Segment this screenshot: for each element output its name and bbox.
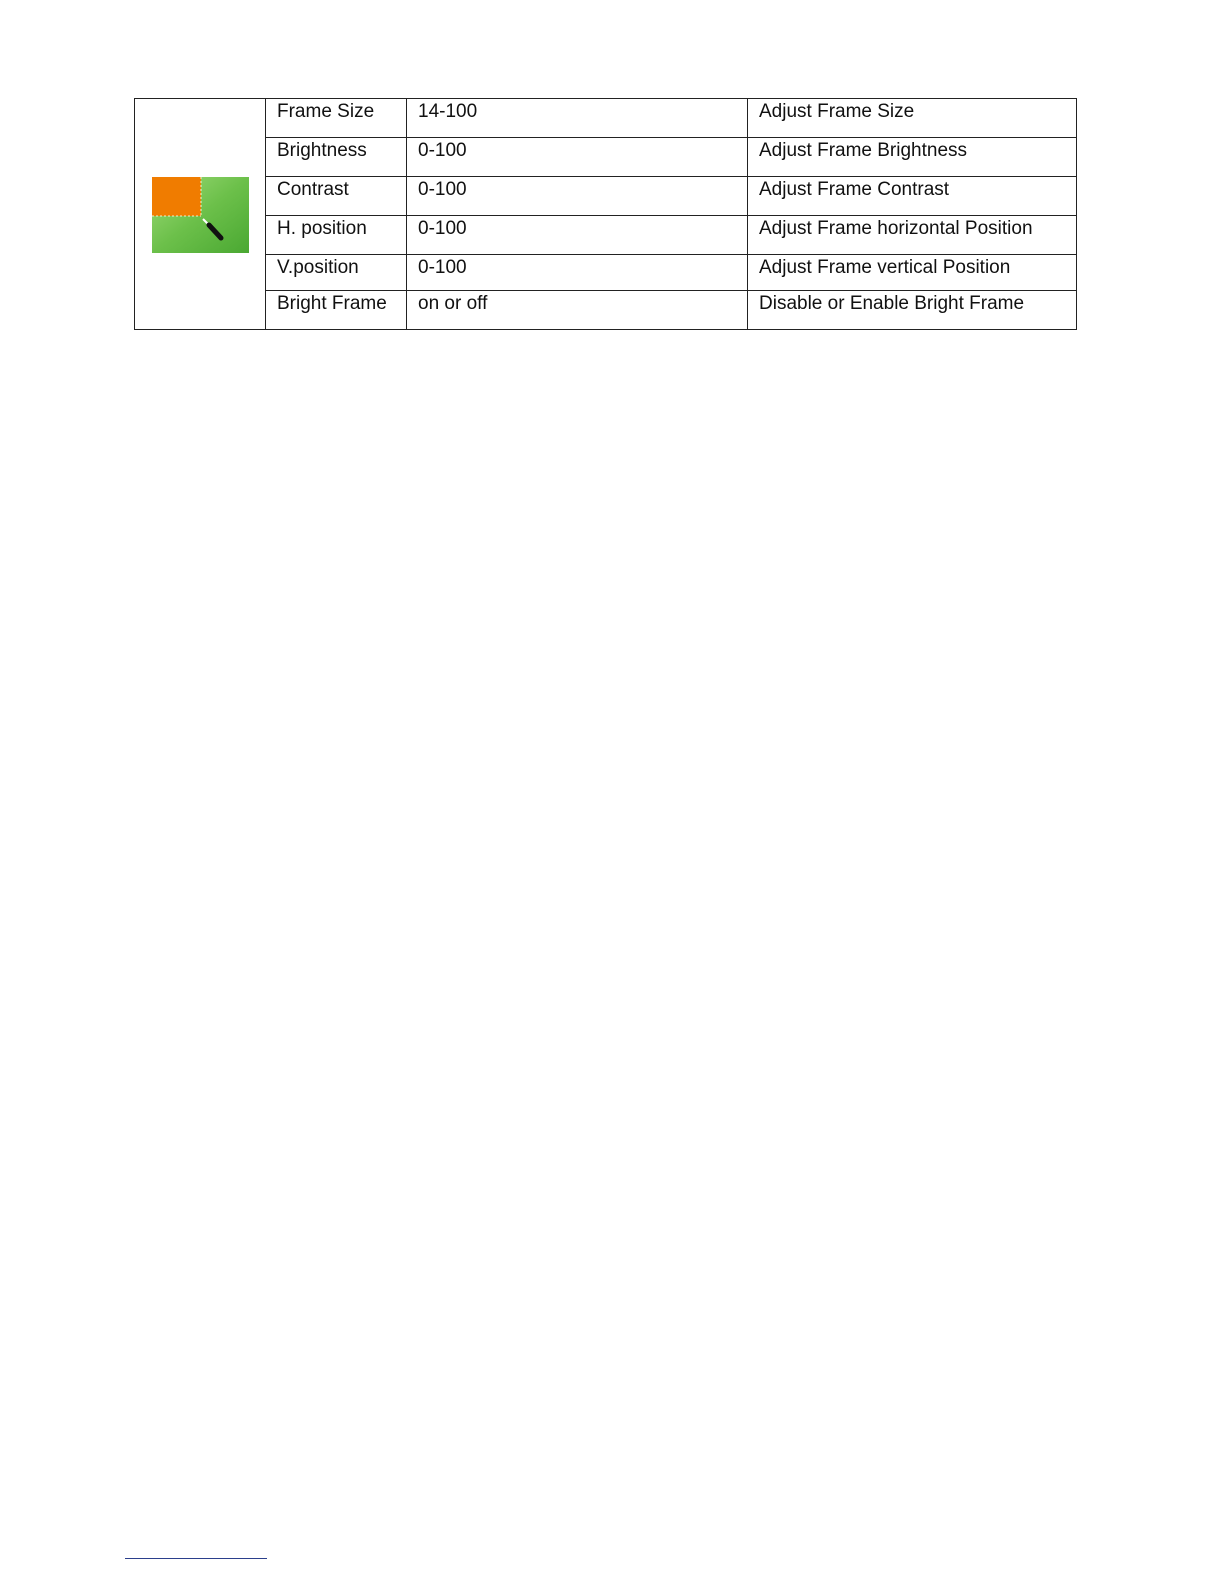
setting-range: 0-100 bbox=[407, 138, 748, 177]
setting-description: Adjust Frame Size bbox=[748, 99, 1077, 138]
setting-range: on or off bbox=[407, 291, 748, 330]
footnote-divider bbox=[125, 1558, 267, 1559]
setting-range: 0-100 bbox=[407, 255, 748, 291]
setting-range: 0-100 bbox=[407, 216, 748, 255]
setting-description: Adjust Frame Brightness bbox=[748, 138, 1077, 177]
setting-name: V.position bbox=[266, 255, 407, 291]
settings-table bbox=[134, 98, 1077, 330]
table-row bbox=[135, 138, 1077, 177]
table-row bbox=[135, 177, 1077, 216]
table-row bbox=[135, 99, 1077, 138]
setting-description: Adjust Frame Contrast bbox=[748, 177, 1077, 216]
setting-name: Brightness bbox=[266, 138, 407, 177]
setting-name: Contrast bbox=[266, 177, 407, 216]
setting-description: Disable or Enable Bright Frame bbox=[748, 291, 1077, 330]
setting-range: 14-100 bbox=[407, 99, 748, 138]
table-row bbox=[135, 216, 1077, 255]
setting-name: H. position bbox=[266, 216, 407, 255]
setting-name: Frame Size bbox=[266, 99, 407, 138]
setting-description: Adjust Frame vertical Position bbox=[748, 255, 1077, 291]
icon-cell bbox=[135, 99, 266, 330]
setting-name: Bright Frame bbox=[266, 291, 407, 330]
table-row bbox=[135, 255, 1077, 291]
bright-frame-icon bbox=[151, 175, 251, 255]
setting-range: 0-100 bbox=[407, 177, 748, 216]
table-row bbox=[135, 291, 1077, 330]
setting-description: Adjust Frame horizontal Position bbox=[748, 216, 1077, 255]
